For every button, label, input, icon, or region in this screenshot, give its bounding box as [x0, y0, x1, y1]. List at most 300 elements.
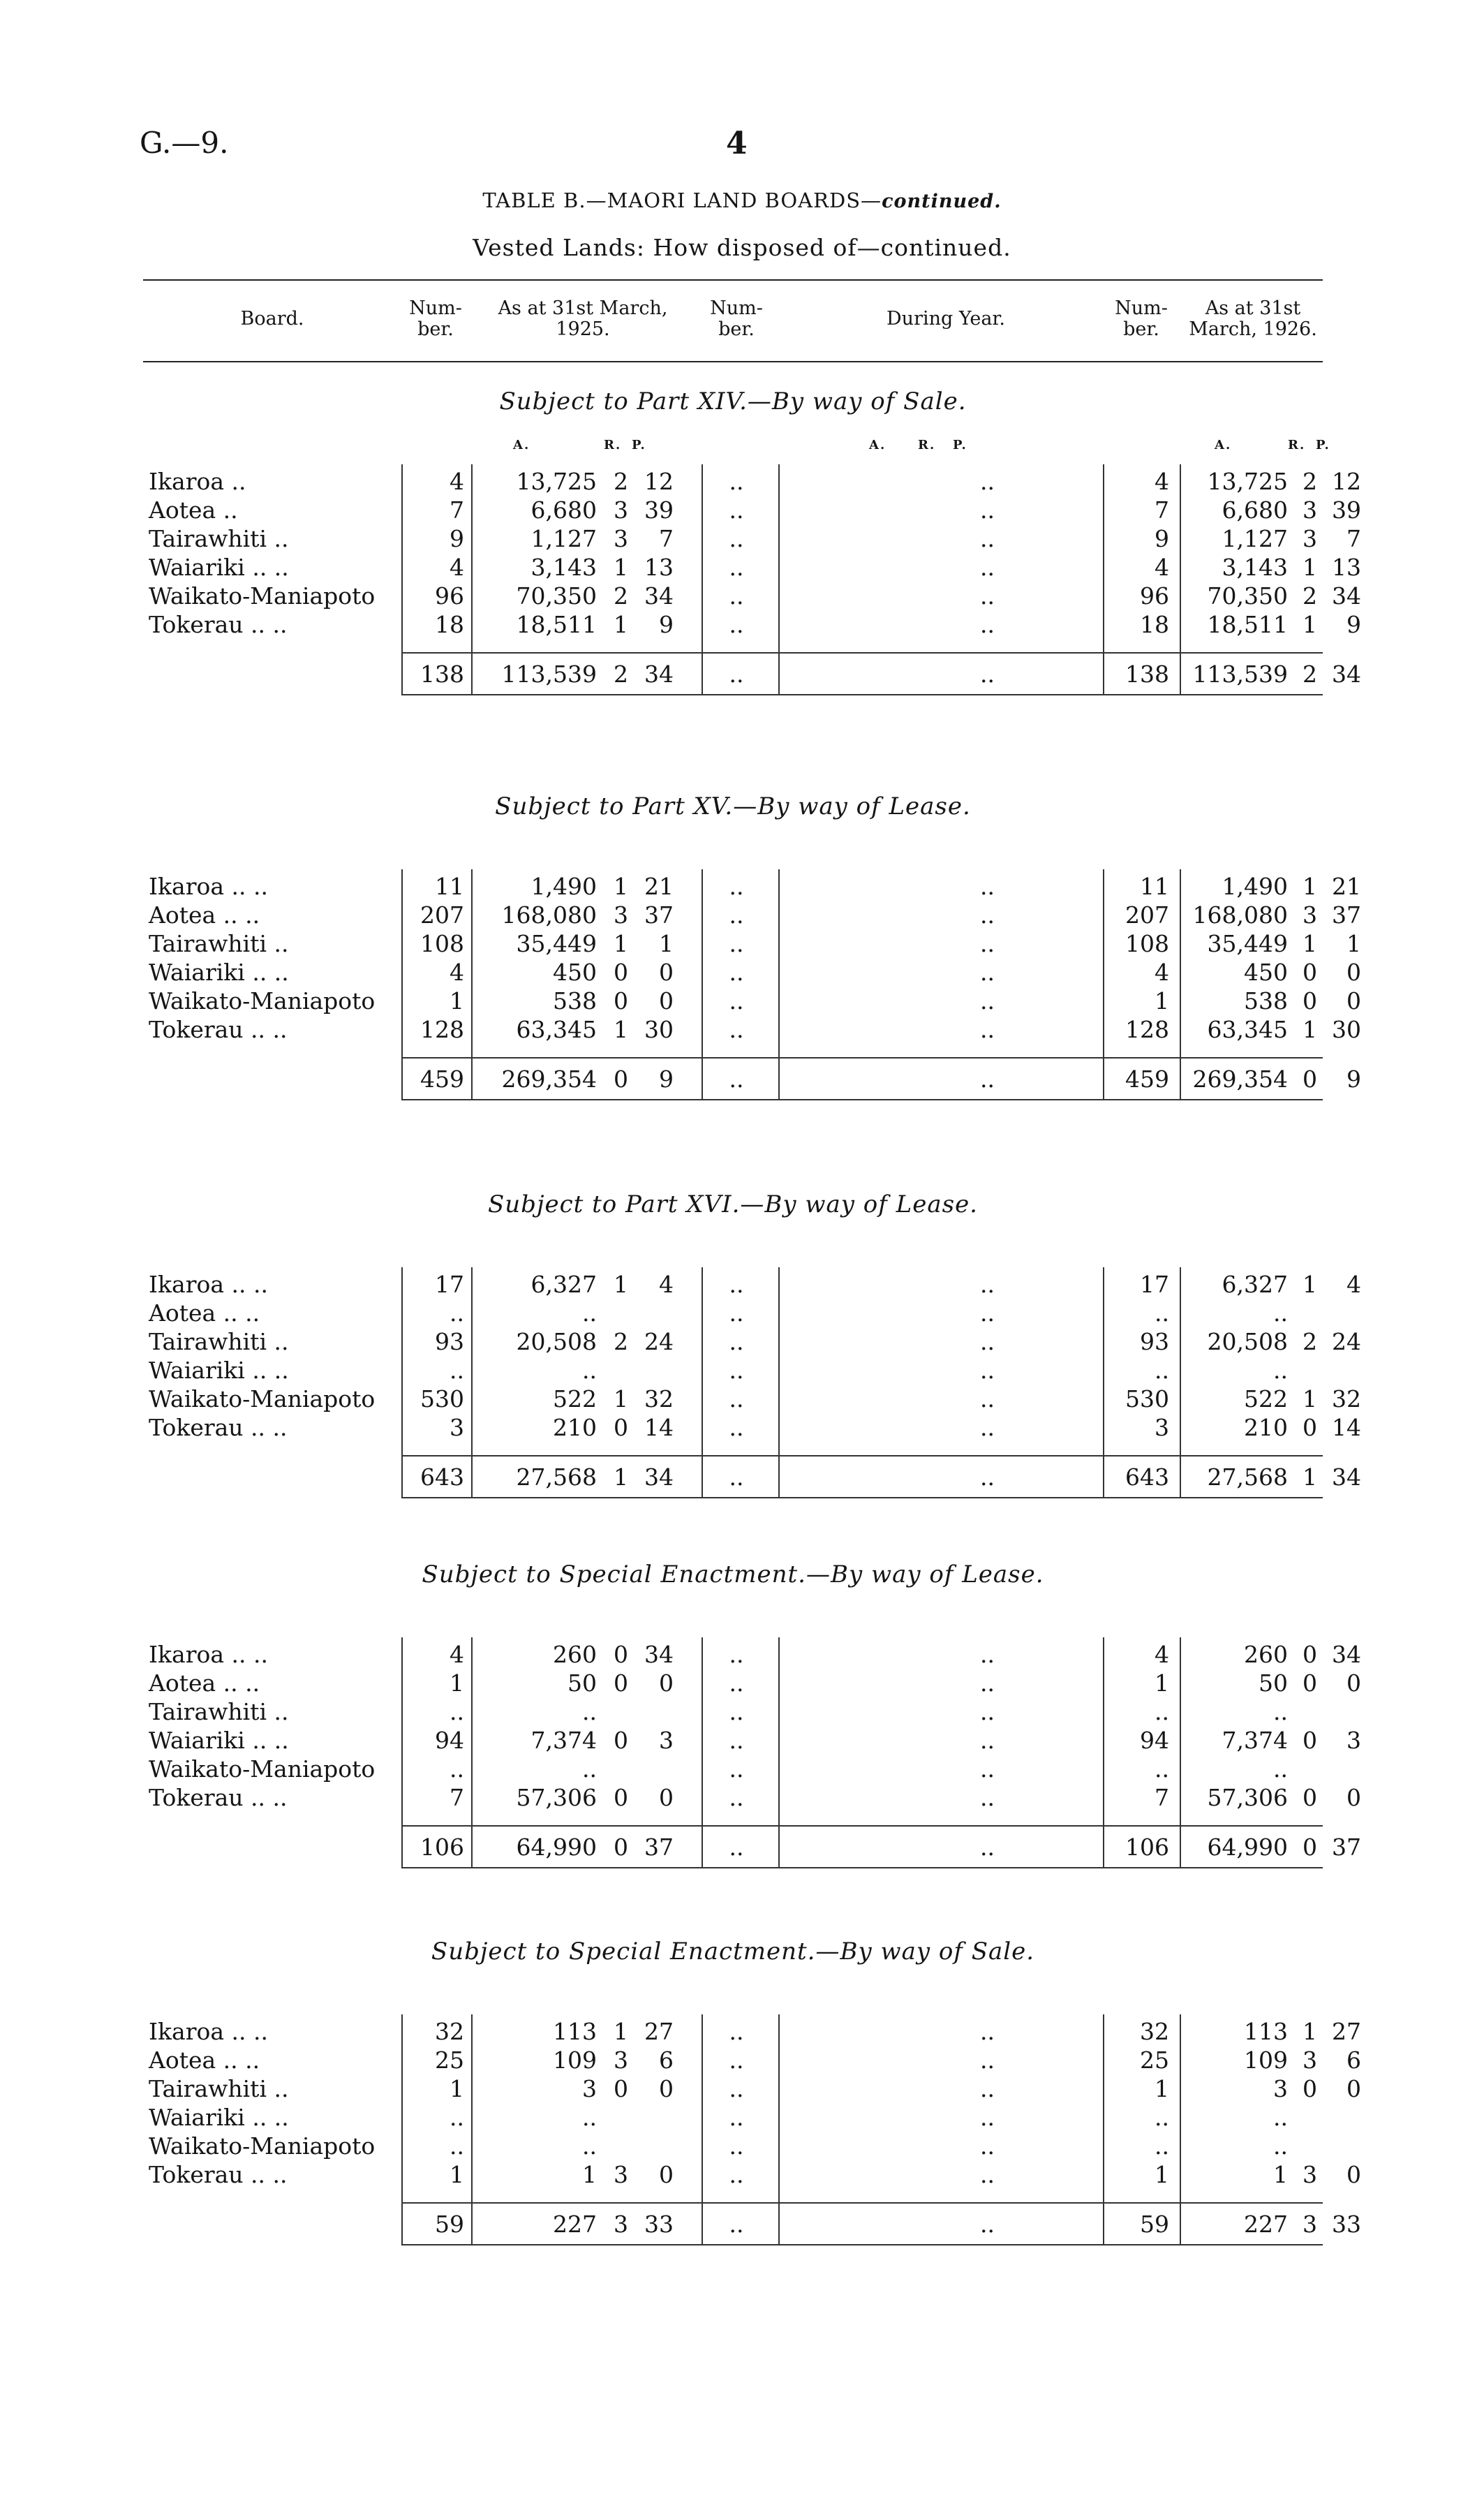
column-rule [702, 2014, 703, 2245]
cell-n2: 1 [1155, 987, 1169, 1015]
column-rule [401, 2014, 403, 2245]
header-during-year: During Year. [886, 308, 1005, 330]
board-name: Waiariki .. .. [149, 2104, 289, 2131]
unit-label-a: A. [869, 438, 886, 452]
cell-r2: 1 [1303, 554, 1317, 581]
cell-dy: .. [980, 496, 995, 524]
cell-n1: 25 [435, 2046, 464, 2074]
header-as-at-1925: As at 31st March, 1925. [498, 297, 668, 340]
cell-r2: 0 [1303, 1669, 1317, 1697]
total-row [143, 1463, 1361, 1491]
cell-r1: 0 [614, 1669, 628, 1697]
total-n2: 106 [1125, 1834, 1169, 1861]
cell-a2: 450 [1244, 959, 1288, 986]
cell-dn: .. [729, 987, 744, 1015]
cell-a1: 538 [553, 987, 597, 1015]
cell-n1: 93 [435, 1328, 464, 1355]
cell-a1: 3,143 [530, 554, 597, 581]
unit-label-a: A. [513, 438, 530, 452]
cell-r1: 1 [614, 554, 628, 581]
cell-p1: 3 [659, 1727, 674, 1754]
total-p2: 33 [1332, 2211, 1361, 2238]
table-row [143, 930, 1361, 958]
cell-a1: 70,350 [516, 582, 597, 610]
board-name: Waikato-Maniapoto [149, 1755, 376, 1783]
cell-a1: 57,306 [516, 1784, 597, 1811]
unit-label-r: R. [604, 438, 622, 452]
cell-r2: 0 [1303, 959, 1317, 986]
cell-r1: 2 [614, 582, 628, 610]
total-p1: 9 [659, 1065, 674, 1093]
cell-r2: 2 [1303, 468, 1317, 495]
total-n2: 138 [1125, 661, 1169, 688]
total-r2: 2 [1303, 661, 1317, 688]
column-rule [1103, 869, 1104, 1100]
total-dn: .. [729, 2211, 744, 2238]
cell-dn: .. [729, 496, 744, 524]
board-name: Waikato-Maniapoto [149, 2132, 376, 2160]
total-dn: .. [729, 1834, 744, 1861]
table-row [143, 873, 1361, 901]
cell-n2: 7 [1155, 1784, 1169, 1811]
cell-dn: .. [729, 2104, 744, 2131]
column-rule [778, 2014, 780, 2245]
cell-n2: 108 [1125, 930, 1169, 957]
total-r1: 0 [614, 1065, 628, 1093]
cell-r2: 2 [1303, 1328, 1317, 1355]
cell-dn: .. [729, 1299, 744, 1327]
total-row [143, 1065, 1361, 1093]
cell-r1: 3 [614, 901, 628, 929]
cell-p2: 13 [1332, 554, 1361, 581]
total-row [143, 2211, 1361, 2239]
cell-a1: 6,327 [530, 1271, 597, 1298]
cell-dy: .. [980, 611, 995, 638]
cell-r1: 0 [614, 2075, 628, 2102]
column-rule [1180, 464, 1181, 695]
column-rule [1103, 1637, 1104, 1868]
total-rule-bottom [401, 1497, 1323, 1498]
cell-n2: 530 [1125, 1385, 1169, 1413]
total-p2: 34 [1332, 1463, 1361, 1491]
cell-n2: 4 [1155, 959, 1169, 986]
cell-n1: 128 [420, 1016, 464, 1043]
cell-p1: 6 [659, 2046, 674, 2074]
cell-n2: 4 [1155, 1641, 1169, 1668]
cell-n2: 96 [1140, 582, 1169, 610]
total-dy: .. [980, 1065, 995, 1093]
cell-dn: .. [729, 2075, 744, 2102]
cell-a2: 522 [1244, 1385, 1288, 1413]
column-rule [471, 869, 473, 1100]
column-rule [1103, 2014, 1104, 2245]
page-number: 4 [726, 126, 748, 161]
cell-dn: .. [729, 1271, 744, 1298]
cell-p1: 0 [659, 987, 674, 1015]
table-section [143, 381, 1361, 702]
cell-p1: 12 [644, 468, 674, 495]
total-r1: 1 [614, 1463, 628, 1491]
column-rule [778, 464, 780, 695]
cell-p2: 27 [1332, 2018, 1361, 2045]
cell-a2: 113 [1244, 2018, 1288, 2045]
cell-dy: .. [980, 1414, 995, 1441]
table-row [143, 959, 1361, 987]
cell-r1: 3 [614, 525, 628, 552]
column-rule [471, 464, 473, 695]
table-row [143, 1357, 1323, 1385]
cell-dn: .. [729, 873, 744, 900]
cell-dy: .. [980, 1271, 995, 1298]
cell-dy: .. [980, 525, 995, 552]
cell-p1: 24 [644, 1328, 674, 1355]
table-row [143, 2075, 1361, 2103]
board-name: Tairawhiti .. [149, 2075, 289, 2102]
cell-r2: 3 [1303, 496, 1317, 524]
table-row [143, 1727, 1361, 1755]
table-row [143, 2104, 1323, 2132]
total-n2: 59 [1140, 2211, 1169, 2238]
column-rule [471, 2014, 473, 2245]
cell-p2: 24 [1332, 1328, 1361, 1355]
total-dy: .. [980, 2211, 995, 2238]
cell-r2: 1 [1303, 1385, 1317, 1413]
cell-n2: 25 [1140, 2046, 1169, 2074]
cell-n1: 530 [420, 1385, 464, 1413]
cell-r2: 0 [1303, 1641, 1317, 1668]
cell-dn: .. [729, 1727, 744, 1754]
cell-r2: 1 [1303, 2018, 1317, 2045]
unit-label-r: R. [918, 438, 936, 452]
total-rule-bottom [401, 2244, 1323, 2245]
total-r2: 3 [1303, 2211, 1317, 2238]
table-row [143, 1385, 1361, 1413]
table-row [143, 611, 1361, 639]
cell-a1: 1,127 [530, 525, 597, 552]
table-row [143, 1299, 1323, 1327]
cell-a1: 522 [553, 1385, 597, 1413]
column-rule [702, 869, 703, 1100]
table-row [143, 1414, 1361, 1442]
cell-r1: 3 [614, 2161, 628, 2188]
total-a2: 113,539 [1192, 661, 1288, 688]
cell-a2: 3 [1273, 2075, 1288, 2102]
total-rule-top [401, 2202, 1323, 2204]
cell-a2: 1,490 [1222, 873, 1288, 900]
table-row [143, 2018, 1361, 2046]
cell-n1: .. [450, 1755, 464, 1783]
cell-dy: .. [980, 930, 995, 957]
cell-n1: 7 [450, 1784, 464, 1811]
cell-dy: .. [980, 1385, 995, 1413]
cell-p2: 1 [1346, 930, 1361, 957]
cell-n1: .. [450, 1357, 464, 1384]
board-name: Aotea .. .. [149, 901, 260, 929]
column-rule [702, 464, 703, 695]
cell-n1: 3 [450, 1414, 464, 1441]
cell-n2: .. [1155, 1698, 1169, 1725]
table-row [143, 1271, 1361, 1299]
header-board: Board. [240, 308, 304, 330]
cell-n2: 1 [1155, 1669, 1169, 1697]
board-name: Aotea .. .. [149, 1299, 260, 1327]
column-rule [401, 1267, 403, 1498]
total-rule-bottom [401, 1099, 1323, 1100]
cell-p2: 12 [1332, 468, 1361, 495]
cell-p2: 39 [1332, 496, 1361, 524]
cell-n2: 4 [1155, 468, 1169, 495]
cell-n1: 18 [435, 611, 464, 638]
cell-r2: 1 [1303, 873, 1317, 900]
cell-r1: 0 [614, 1727, 628, 1754]
cell-n2: 3 [1155, 1414, 1169, 1441]
cell-dn: .. [729, 468, 744, 495]
cell-p1: 9 [659, 611, 674, 638]
header-as-at-1926: As at 31st March, 1926. [1189, 297, 1317, 340]
cell-n2: 18 [1140, 611, 1169, 638]
column-rule [401, 464, 403, 695]
board-name: Tokerau .. .. [149, 1414, 288, 1441]
board-name: Tokerau .. .. [149, 2161, 288, 2188]
cell-p1: 7 [659, 525, 674, 552]
total-a2: 27,568 [1207, 1463, 1288, 1491]
total-n1: 459 [420, 1065, 464, 1093]
cell-a2: 260 [1244, 1641, 1288, 1668]
cell-dy: .. [980, 1299, 995, 1327]
cell-r2: 0 [1303, 2075, 1317, 2102]
cell-p2: 34 [1332, 1641, 1361, 1668]
cell-r1: 0 [614, 1414, 628, 1441]
table-row [143, 2161, 1361, 2189]
cell-dn: .. [729, 901, 744, 929]
board-name: Waiariki .. .. [149, 554, 289, 581]
cell-a2: 6,680 [1222, 496, 1288, 524]
cell-a2: .. [1273, 1698, 1288, 1725]
cell-dy: .. [980, 1669, 995, 1697]
header-bottom-rule [143, 361, 1323, 362]
cell-p2: 0 [1346, 1669, 1361, 1697]
board-name: Tairawhiti .. [149, 525, 289, 552]
cell-dy: .. [980, 873, 995, 900]
cell-dn: .. [729, 1641, 744, 1668]
board-name: Tokerau .. .. [149, 611, 288, 638]
cell-dy: .. [980, 554, 995, 581]
total-r1: 3 [614, 2211, 628, 2238]
cell-a1: 1 [582, 2161, 597, 2188]
total-n1: 138 [420, 661, 464, 688]
cell-r1: 1 [614, 1385, 628, 1413]
cell-a1: 18,511 [516, 611, 597, 638]
cell-a2: .. [1273, 1755, 1288, 1783]
cell-p1: 0 [659, 959, 674, 986]
cell-n1: 4 [450, 959, 464, 986]
table-row [143, 1698, 1323, 1726]
total-p2: 37 [1332, 1834, 1361, 1861]
total-rule-top [401, 1057, 1323, 1059]
cell-p1: 27 [644, 2018, 674, 2045]
cell-n1: 108 [420, 930, 464, 957]
cell-a1: 260 [553, 1641, 597, 1668]
cell-a1: 210 [553, 1414, 597, 1441]
section-title: Subject to Part XVI.—By way of Lease. [487, 1190, 978, 1218]
cell-n1: 11 [435, 873, 464, 900]
table-row [143, 2132, 1323, 2160]
document-reference: G.—9. [140, 126, 229, 160]
board-name: Waikato-Maniapoto [149, 582, 376, 610]
cell-r1: 1 [614, 1016, 628, 1043]
board-name: Ikaroa .. [149, 468, 246, 495]
column-rule [702, 1637, 703, 1868]
total-a2: 227 [1244, 2211, 1288, 2238]
cell-r2: 3 [1303, 525, 1317, 552]
table-row [143, 468, 1361, 496]
cell-a2: 6,327 [1222, 1271, 1288, 1298]
cell-n2: 32 [1140, 2018, 1169, 2045]
board-name: Aotea .. .. [149, 2046, 260, 2074]
cell-r1: 2 [614, 1328, 628, 1355]
cell-n2: .. [1155, 1299, 1169, 1327]
total-n2: 643 [1125, 1463, 1169, 1491]
cell-p1: 1 [659, 930, 674, 957]
table-section [143, 1554, 1361, 1875]
total-n1: 59 [435, 2211, 464, 2238]
cell-r1: 0 [614, 1641, 628, 1668]
cell-dy: .. [980, 2104, 995, 2131]
total-p1: 33 [644, 2211, 674, 2238]
table-row [143, 582, 1361, 610]
cell-dy: .. [980, 582, 995, 610]
cell-dn: .. [729, 2046, 744, 2074]
cell-a1: .. [582, 2132, 597, 2160]
table-row [143, 496, 1361, 524]
cell-r1: 0 [614, 1784, 628, 1811]
cell-p1: 14 [644, 1414, 674, 1441]
header-number-during: Num- ber. [710, 297, 763, 340]
cell-n2: 94 [1140, 1727, 1169, 1754]
total-p2: 34 [1332, 661, 1361, 688]
column-rule [1180, 2014, 1181, 2245]
cell-r2: 1 [1303, 1016, 1317, 1043]
cell-dn: .. [729, 1016, 744, 1043]
cell-p2: 0 [1346, 2161, 1361, 2188]
cell-p1: 37 [644, 901, 674, 929]
total-row [143, 661, 1361, 688]
cell-dn: .. [729, 2132, 744, 2160]
total-rule-top [401, 652, 1323, 654]
cell-r2: 1 [1303, 611, 1317, 638]
board-name: Waiariki .. .. [149, 1727, 289, 1754]
cell-dy: .. [980, 1328, 995, 1355]
table-row [143, 554, 1361, 582]
cell-p2: 30 [1332, 1016, 1361, 1043]
cell-p1: 0 [659, 1669, 674, 1697]
cell-dn: .. [729, 2161, 744, 2188]
total-n1: 106 [420, 1834, 464, 1861]
column-rule [1103, 464, 1104, 695]
cell-dy: .. [980, 2075, 995, 2102]
total-p1: 34 [644, 661, 674, 688]
board-name: Tokerau .. .. [149, 1016, 288, 1043]
column-rule [1103, 1267, 1104, 1498]
cell-a2: 50 [1259, 1669, 1288, 1697]
cell-a1: 109 [553, 2046, 597, 2074]
cell-r1: 1 [614, 873, 628, 900]
column-rule [778, 1267, 780, 1498]
cell-dy: .. [980, 468, 995, 495]
cell-dy: .. [980, 959, 995, 986]
cell-r2: 0 [1303, 1414, 1317, 1441]
board-name: Aotea .. .. [149, 1669, 260, 1697]
cell-n2: 93 [1140, 1328, 1169, 1355]
cell-a1: .. [582, 1299, 597, 1327]
board-name: Ikaroa .. .. [149, 2018, 268, 2045]
cell-r1: 1 [614, 611, 628, 638]
cell-p2: 0 [1346, 959, 1361, 986]
cell-a1: 6,680 [530, 496, 597, 524]
cell-n1: 9 [450, 525, 464, 552]
cell-p1: 4 [659, 1271, 674, 1298]
cell-dn: .. [729, 582, 744, 610]
total-a1: 27,568 [516, 1463, 597, 1491]
cell-dy: .. [980, 1784, 995, 1811]
cell-r2: 3 [1303, 2046, 1317, 2074]
cell-a2: 18,511 [1207, 611, 1288, 638]
cell-r1: 1 [614, 2018, 628, 2045]
table-row [143, 1755, 1323, 1783]
cell-n1: 4 [450, 1641, 464, 1668]
total-dy: .. [980, 661, 995, 688]
total-p2: 9 [1346, 1065, 1361, 1093]
cell-dn: .. [729, 2018, 744, 2045]
cell-p1: 30 [644, 1016, 674, 1043]
cell-a2: 70,350 [1207, 582, 1288, 610]
cell-p1: 34 [644, 1641, 674, 1668]
cell-dy: .. [980, 1641, 995, 1668]
cell-dy: .. [980, 2132, 995, 2160]
cell-a2: 7,374 [1222, 1727, 1288, 1754]
table-subtitle: Vested Lands: How disposed of—continued. [473, 234, 1011, 261]
total-r2: 0 [1303, 1065, 1317, 1093]
cell-a1: 168,080 [501, 901, 597, 929]
cell-p2: 0 [1346, 987, 1361, 1015]
total-dn: .. [729, 1463, 744, 1491]
cell-a2: .. [1273, 2104, 1288, 2131]
section-title: Subject to Part XV.—By way of Lease. [495, 792, 971, 820]
column-rule [1180, 1267, 1181, 1498]
total-rule-bottom [401, 694, 1323, 695]
table-row [143, 1641, 1361, 1669]
cell-dn: .. [729, 1755, 744, 1783]
cell-n1: .. [450, 1698, 464, 1725]
cell-dn: .. [729, 1414, 744, 1441]
cell-r2: 2 [1303, 582, 1317, 610]
board-name: Ikaroa .. .. [149, 873, 268, 900]
section-title: Subject to Special Enactment.—By way of Sale. [431, 1938, 1035, 1965]
cell-a2: 3,143 [1222, 554, 1288, 581]
total-r1: 2 [614, 661, 628, 688]
cell-dn: .. [729, 930, 744, 957]
cell-n2: .. [1155, 2104, 1169, 2131]
total-r1: 0 [614, 1834, 628, 1861]
table-section [143, 786, 1361, 1107]
cell-a2: .. [1273, 2132, 1288, 2160]
cell-p1: 32 [644, 1385, 674, 1413]
cell-a1: .. [582, 1698, 597, 1725]
board-name: Waiariki .. .. [149, 1357, 289, 1384]
total-dy: .. [980, 1463, 995, 1491]
table-title-main: TABLE B.—MAORI LAND BOARDS— [482, 189, 882, 212]
column-header [143, 281, 1323, 361]
